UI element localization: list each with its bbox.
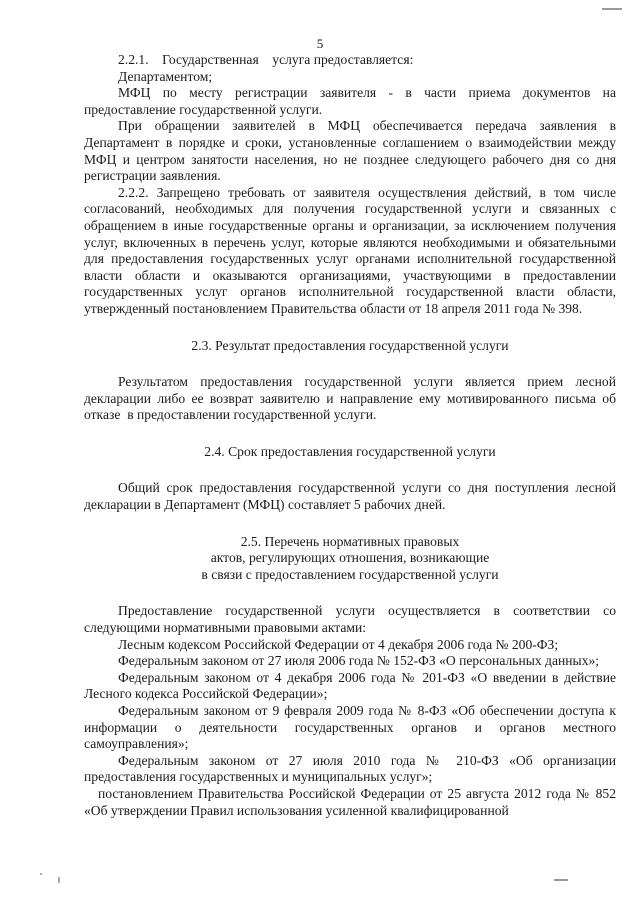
section-heading-2-5-line3: в связи с предоставлением государственной услуги <box>201 566 499 582</box>
section-heading-2-5-line2: актов, регулирующих отношения, возникающие <box>210 550 490 566</box>
section-heading-2-3: 2.3. Результат предоставления государственной услуги <box>191 337 509 353</box>
document-body <box>84 52 616 819</box>
paragraph-2-2-2: 2.2.2. Запрещено требовать от заявителя осуществления действий, в том числе согласований, необходимых для получения государственной услуги и связанных с обращением в иные государственные органы и организации, за исключением получения услуг, включенных в перечень услуг, которые являются необходимыми и обязательными для предоставления государственных услуг органами исполнительной государственной власти области и оказываются организациями, участвующими в предоставлении государственных услуг органов исполнительной государственной власти области, утвержденный постановлением Правительства области от 18 апреля 2011 года № 398. <box>84 184 616 316</box>
list-item-law-201: Федеральным законом от 4 декабря 2006 года № 201-ФЗ «О введении в действие Лесного кодекса Российской Федерации»; <box>84 669 616 702</box>
scan-mark <box>602 8 622 10</box>
paragraph-mfc-transfer: При обращении заявителей в МФЦ обеспечивается передача заявления в Департамент в порядке и сроки, установленные соглашением о взаимодействии между МФЦ и центром занятости населения, но не позднее следующего рабочего дня со дня регистрации заявления. <box>84 118 616 184</box>
scan-mark <box>554 879 568 881</box>
scan-mark <box>58 877 60 883</box>
paragraph-department: Департаментом; <box>118 68 213 84</box>
page-number: 5 <box>316 36 324 51</box>
list-item-law-8: Федеральным законом от 9 февраля 2009 года № 8-ФЗ «Об обеспечении доступа к информации о деятельности государственных органов и органов местного самоуправления»; <box>84 703 616 752</box>
list-item-forest-code: Лесным кодексом Российской Федерации от 4 декабря 2006 года № 200-ФЗ; <box>118 636 559 652</box>
paragraph-legal-basis: Предоставление государственной услуги осуществляется в соответствии со следующими нормативными правовыми актами: <box>84 603 616 636</box>
section-heading-2-5-line1: 2.5. Перечень нормативных правовых <box>240 533 460 549</box>
list-item-law-210: Федеральным законом от 27 июля 2010 года № 210-ФЗ «Об организации предоставления государственных и муниципальных услуг»; <box>84 752 616 785</box>
paragraph-result: Результатом предоставления государственной услуги является прием лесной декларации либо ее возврат заявителю и направление ему мотивированного письма об отказе в предоставлении государственной услуги. <box>84 374 616 423</box>
scan-mark <box>40 873 42 875</box>
section-heading-2-4: 2.4. Срок предоставления государственной услуги <box>204 443 496 459</box>
paragraph-term: Общий срок предоставления государственной услуги со дня поступления лесной декларации в Департамент (МФЦ) составляет 5 рабочих дней. <box>84 480 616 513</box>
list-item-law-152: Федеральным законом от 27 июля 2006 года № 152-ФЗ «О персональных данных»; <box>118 653 600 669</box>
list-item-resolution-852: постановлением Правительства Российской Федерации от 25 августа 2012 года № 852 «Об утверждении Правил использования усиленной квалифицированной <box>84 785 616 818</box>
paragraph-2-2-1: 2.2.1. Государственная услуга предоставляется: <box>118 52 414 67</box>
paragraph-mfc: МФЦ по месту регистрации заявителя - в части приема документов на предоставление государственной услуги. <box>84 85 616 117</box>
